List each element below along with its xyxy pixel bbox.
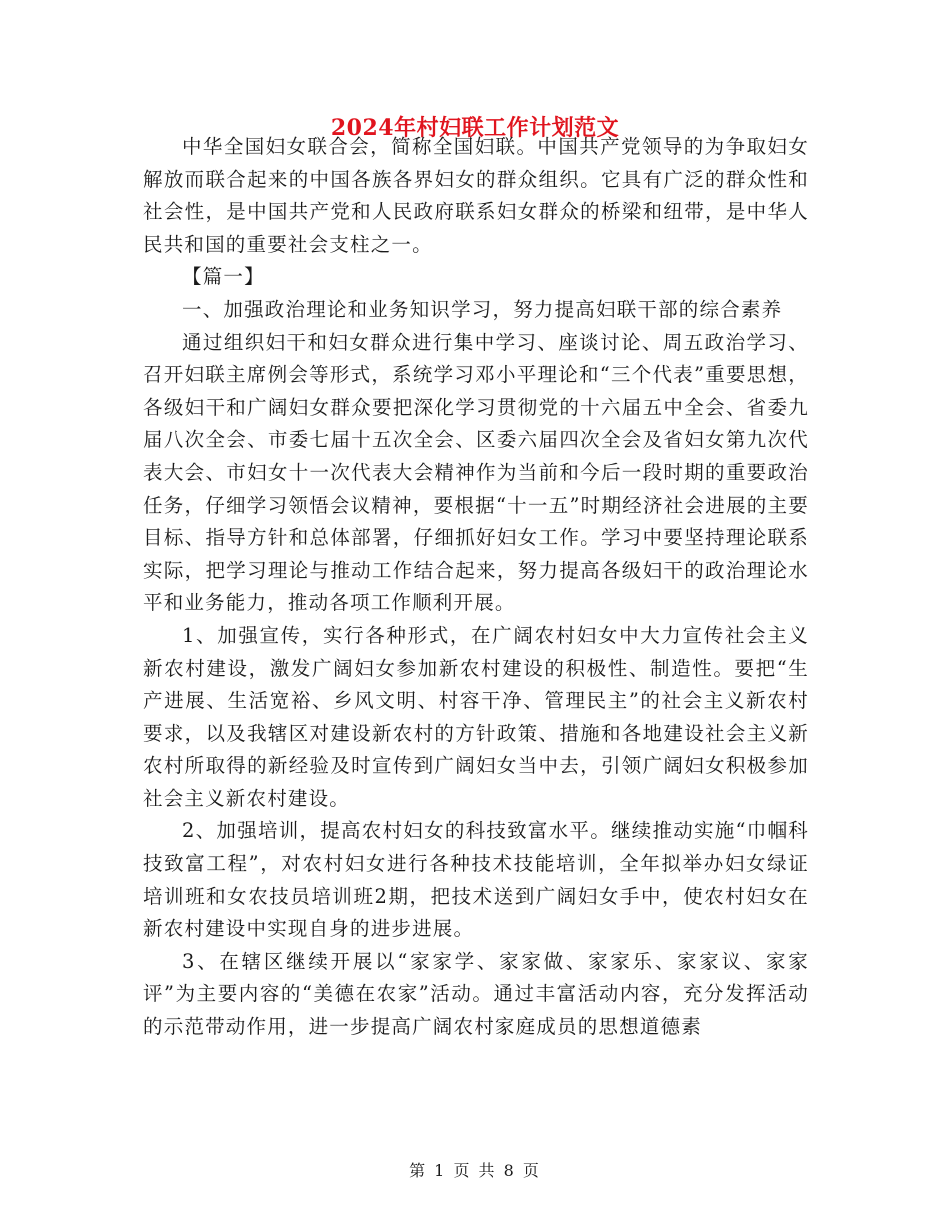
document-body — [143, 131, 809, 1044]
body-paragraph: 通过组织妇干和妇女群众进行集中学习、座谈讨论、周五政治学习、召开妇联主席例会等形式，系统学习邓小平理论和“三个代表”重要思想，各级妇干和广阔妇女群众要把深化学习贯彻党的十六届五中全会、省委九届八次全会、市委七届十五次全会、区委六届四次全会及省妇女第九次代表大会、市妇女十一次代表大会精神作为当前和今后一段时期的重要政治任务，仔细学习领悟会议精神，要根据“十一五”时期经济社会进展的主要目标、指导方针和总体部署，仔细抓好妇女工作。学习中要坚持理论联系实际，把学习理论与推动工作结合起来，努力提高各级妇干的政治理论水平和业务能力，推动各项工作顺利开展。 — [143, 330, 809, 615]
intro-paragraph: 中华全国妇女联合会，简称全国妇联。中国共产党领导的为争取妇女解放而联合起来的中国各族各界妇女的群众组织。它具有广泛的群众性和社会性，是中国共产党和人民政府联系妇女群众的桥梁和纽带，是中华人民共和国的重要社会支柱之一。 — [143, 135, 809, 256]
page-number-footer: 第 1 页 共 8 页 — [409, 1161, 541, 1180]
section-heading: 【篇一】 — [182, 265, 265, 289]
body-paragraph: 2、加强培训，提高农村妇女的科技致富水平。继续推动实施“巾帼科技致富工程”，对农村妇女进行各种技术技能培训，全年拟举办妇女绿证培训班和女农技员培训班2期，把技术送到广阔妇女手中，使农村妇女在新农村建设中实现自身的进步进展。 — [143, 819, 809, 941]
subheading-paragraph: 一、加强政治理论和业务知识学习，努力提高妇联干部的综合素养 — [182, 297, 783, 321]
body-paragraph: 1、加强宣传，实行各种形式，在广阔农村妇女中大力宣传社会主义新农村建设，激发广阔妇女参加新农村建设的积极性、制造性。要把“生产进展、生活宽裕、乡风文明、村容干净、管理民主”的社会主义新农村要求，以及我辖区对建设新农村的方针政策、措施和各地建设社会主义新农村所取得的新经验及时宣传到广阔妇女当中去，引领广阔妇女积极参加社会主义新农村建设。 — [143, 623, 809, 810]
document-title: 2024年村妇联工作计划范文 — [330, 115, 620, 141]
body-paragraph: 3、在辖区继续开展以“家家学、家家做、家家乐、家家议、家家评”为主要内容的“美德在农家”活动。通过丰富活动内容，充分发挥活动的示范带动作用，进一步提高广阔农村家庭成员的思想道德素 — [143, 949, 809, 1039]
